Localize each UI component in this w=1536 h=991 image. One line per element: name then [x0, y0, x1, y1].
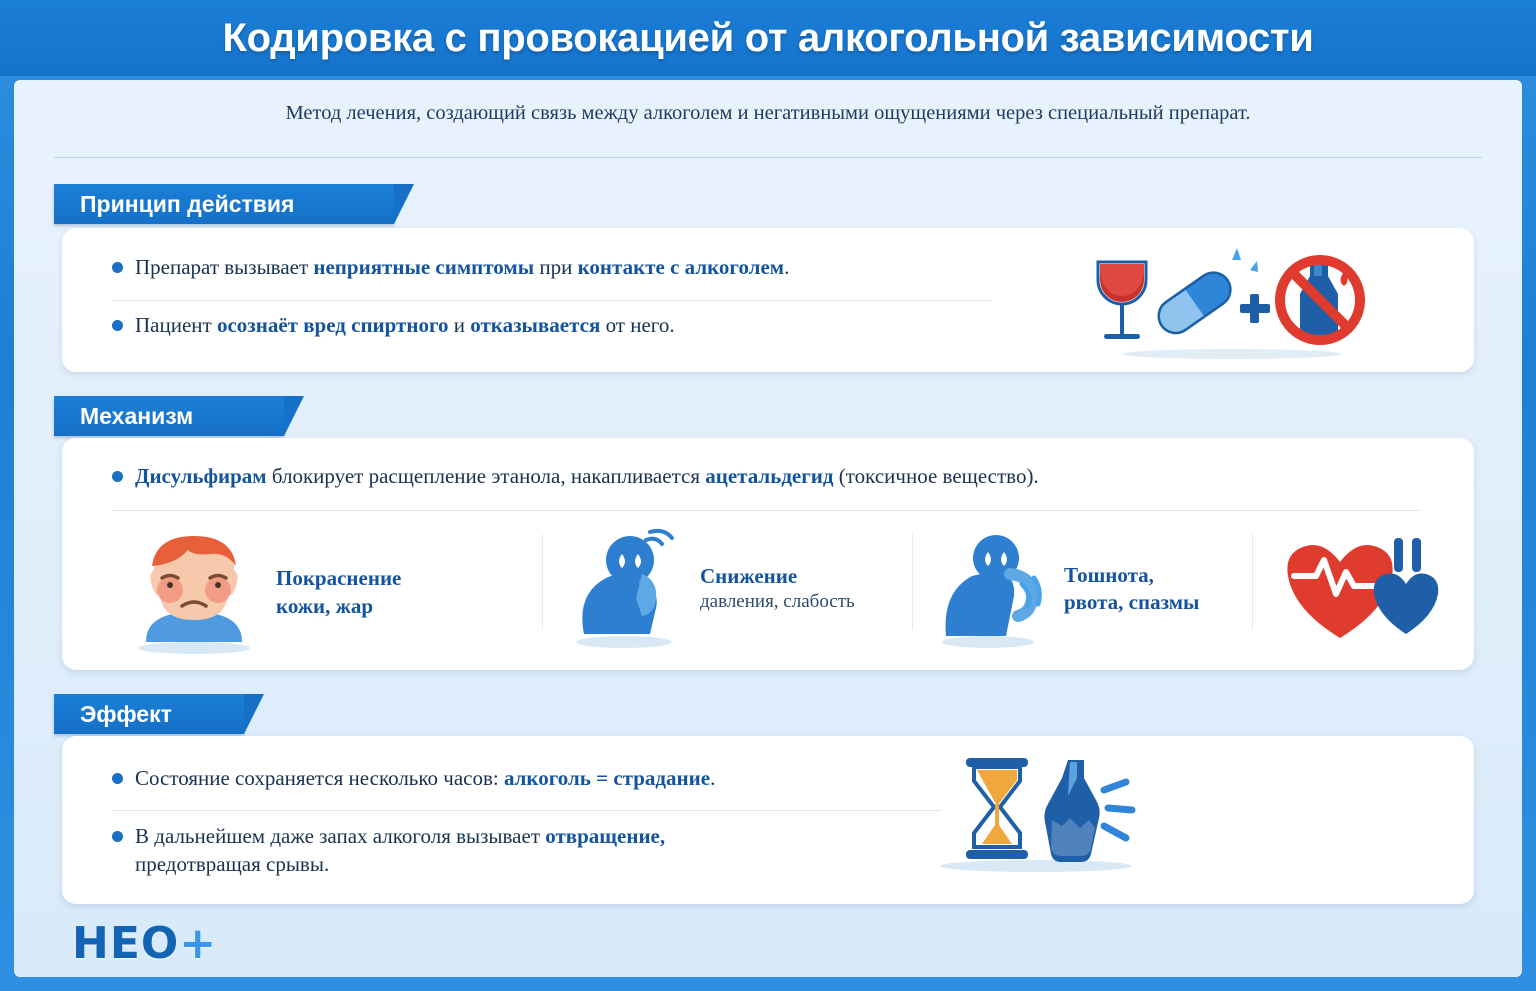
flushed-face-icon: [124, 530, 264, 655]
section-tab-principle-label: Принцип действия: [80, 190, 295, 217]
effect-icon-group: [932, 746, 1152, 876]
symptom-heart: [1278, 530, 1438, 648]
brand-logo-plus: +: [179, 918, 218, 969]
symptom-nausea-weak: рвота, спазмы: [1064, 590, 1200, 614]
bullet-text: Препарат вызывает неприятные симптомы при контакте с алкоголем.: [135, 255, 790, 279]
wine-glass-icon: [1098, 262, 1146, 339]
poster-header: [0, 0, 1536, 76]
brand-logo: [72, 918, 217, 969]
bullet-text: В дальнейшем даже запах алкоголя вызывает отвращение, предотвращая срывы.: [135, 824, 666, 877]
symptom-divider: [1252, 534, 1253, 630]
symptom-lowbp-weak: давления, слабость: [700, 591, 855, 613]
bullet-text: Дисульфирам блокирует расщепление этанола, накапливается ацетальдегид (токсичное вещество).: [135, 464, 1039, 488]
bullet-text: Состояние сохраняется несколько часов: алкоголь = страдание.: [135, 766, 716, 790]
bullet-text: Пациент осознаёт вред спиртного и отказывается от него.: [135, 313, 675, 337]
symptom-lowbp-text: [700, 563, 855, 615]
section-tab-mechanism-label: Механизм: [80, 402, 194, 429]
principle-icon-group: [1082, 242, 1362, 360]
card-principle: [62, 228, 1474, 372]
symptom-lowbp: [560, 530, 855, 648]
heartbeat-icon: [1278, 530, 1438, 648]
bullet-dot-icon: [112, 262, 123, 273]
list-item: [112, 311, 1012, 339]
list-item: [112, 822, 942, 879]
list-item: [112, 764, 942, 792]
card-effect: [62, 736, 1474, 904]
card-divider: [112, 510, 1422, 511]
brand-logo-text: НЕО: [72, 918, 180, 969]
dizzy-person-icon: [560, 530, 688, 648]
hourglass-icon: [966, 758, 1028, 859]
vomiting-person-icon: [930, 530, 1052, 648]
breaking-bottle-icon: [1044, 760, 1132, 862]
bullet-dot-icon: [112, 320, 123, 331]
no-alcohol-icon: [1280, 260, 1360, 342]
card-divider: [112, 810, 942, 811]
intro-divider: [54, 157, 1482, 158]
plus-icon: [1240, 294, 1270, 323]
content-panel: [14, 80, 1522, 977]
symptom-flushing-weak: кожи, жар: [276, 593, 374, 618]
bullet-dot-icon: [112, 831, 123, 842]
section-tab-principle: [54, 184, 394, 224]
symptom-divider: [912, 534, 913, 630]
bullet-dot-icon: [112, 773, 123, 784]
symptom-lowbp-strong: Снижение: [700, 564, 798, 588]
symptom-nausea-text: [1064, 562, 1199, 617]
intro-text: Метод лечения, создающий связь между алкоголем и негативными ощущениями через специальный препарат.: [285, 102, 1251, 124]
card-divider: [112, 300, 992, 301]
symptom-nausea-strong: Тошнота,: [1064, 562, 1154, 587]
symptom-flushing: [124, 530, 401, 655]
list-item: [112, 462, 1412, 490]
section-tab-effect: [54, 694, 244, 734]
section-tab-mechanism: [54, 396, 284, 436]
symptom-nausea: [930, 530, 1199, 648]
list-item: [112, 253, 1012, 281]
symptom-divider: [542, 534, 543, 630]
page-title: Кодировка с провокацией от алкогольной зависимости: [222, 15, 1314, 60]
pill-icon: [1152, 266, 1237, 340]
bullet-dot-icon: [112, 471, 123, 482]
symptom-flushing-strong: Покраснение: [276, 566, 402, 591]
symptom-flushing-text: [276, 565, 401, 620]
section-tab-effect-label: Эффект: [80, 700, 172, 727]
card-mechanism: [62, 438, 1474, 670]
